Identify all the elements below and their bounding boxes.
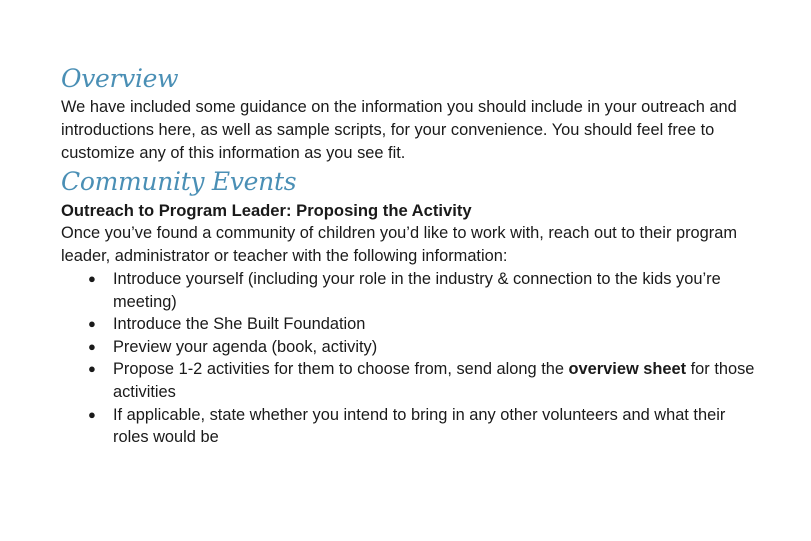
outreach-intro-paragraph: Once you’ve found a community of children you’d like to work with, reach out to their program leader, administrator or teacher with the following information: bbox=[61, 224, 737, 265]
overview-sheet-emphasis: overview sheet bbox=[568, 360, 687, 379]
overview-heading: Overview bbox=[61, 64, 179, 93]
bullet-icon: ● bbox=[88, 406, 96, 422]
bullet-icon: ● bbox=[88, 271, 96, 286]
list-item bbox=[88, 404, 761, 449]
document-page bbox=[61, 62, 761, 449]
list-item-text: Preview your agenda (book, activity) bbox=[113, 337, 378, 356]
list-item-text: Introduce yourself (including your role in the industry & connection to the kids you’re meeting) bbox=[113, 270, 721, 311]
outreach-subheading: Outreach to Program Leader: Proposing the Activity bbox=[61, 201, 472, 220]
list-item bbox=[88, 268, 761, 313]
list-item bbox=[88, 336, 761, 359]
list-item-text: If applicable, state whether you intend to bring in any other volunteers and what their roles would be bbox=[113, 405, 726, 447]
list-item-text-after: for those activities bbox=[113, 360, 755, 401]
list-item bbox=[88, 313, 761, 336]
bullet-icon: ● bbox=[88, 316, 96, 332]
overview-paragraph: We have included some guidance on the information you should include in your outreach and introductions here, as well as sample scripts, for your convenience. You should feel free to customize any of this information as you see fit. bbox=[61, 98, 737, 162]
community-events-heading: Community Events bbox=[61, 167, 297, 196]
outreach-bullet-list bbox=[61, 268, 761, 449]
bullet-icon: ● bbox=[88, 361, 96, 377]
list-item bbox=[88, 358, 761, 403]
bullet-icon: ● bbox=[88, 338, 96, 354]
list-item-text: Introduce the She Built Foundation bbox=[113, 315, 366, 334]
list-item-text-before: Propose 1-2 activities for them to choose from, send along the bbox=[113, 360, 569, 379]
